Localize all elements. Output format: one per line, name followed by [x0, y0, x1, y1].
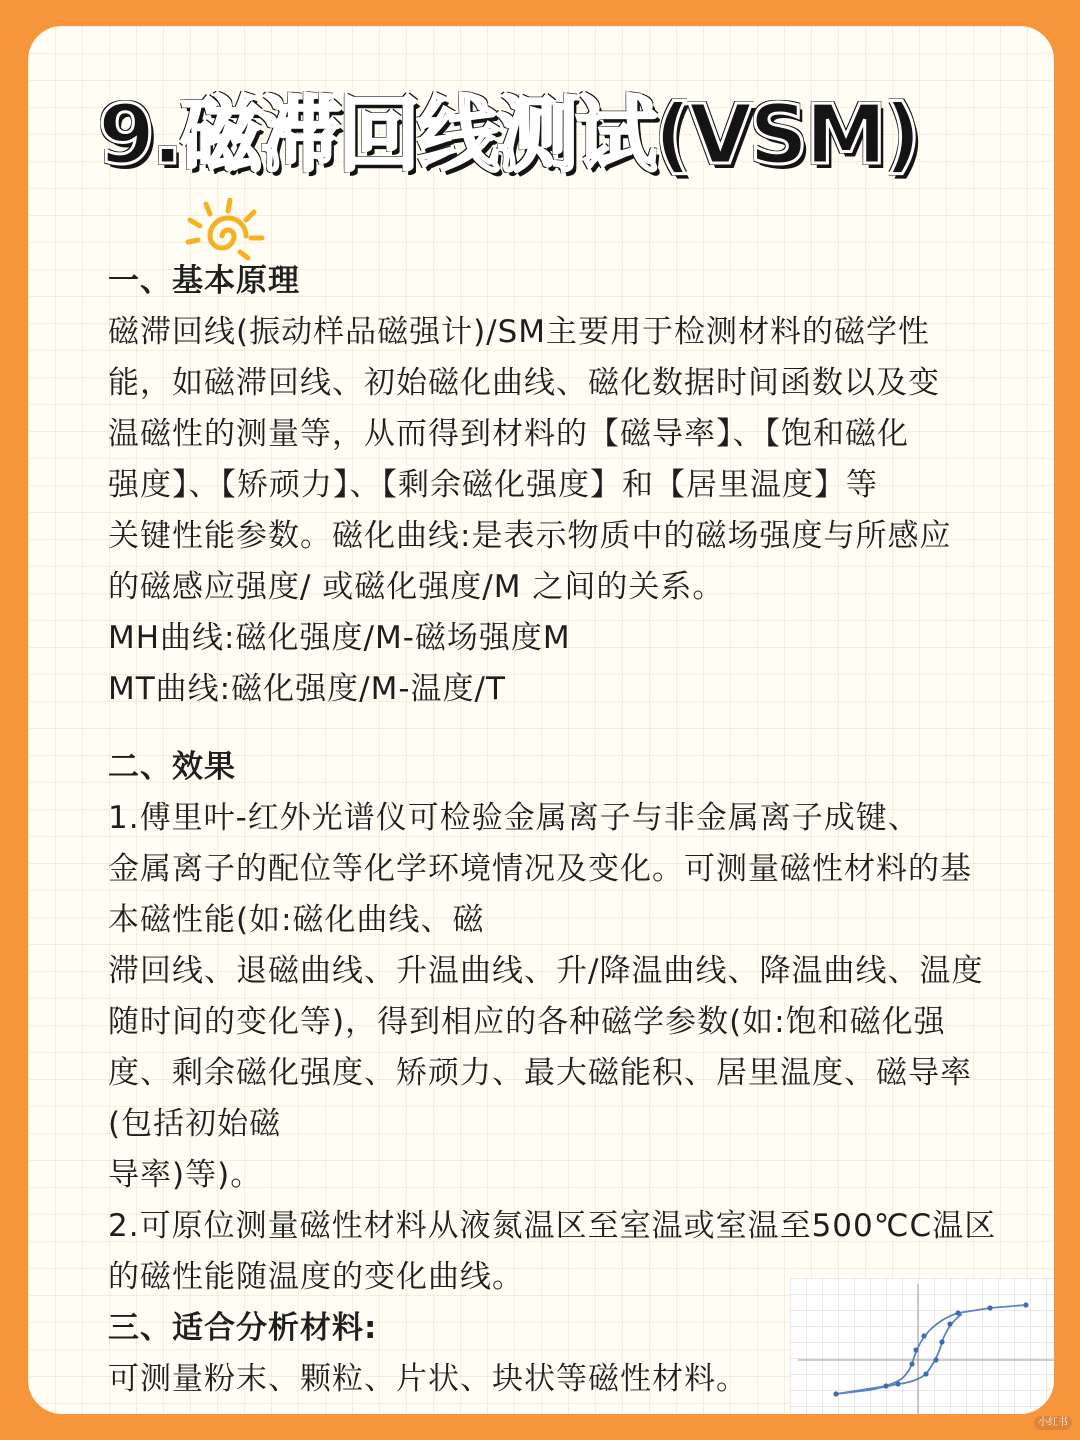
data-point	[923, 1371, 928, 1376]
section-heading-principle: 一、基本原理	[108, 263, 300, 299]
paragraph-line: 的磁性能随温度的变化曲线。	[108, 1259, 524, 1295]
paragraph-line: 随时间的变化等)，得到相应的各种磁学参数(如:饱和磁化强	[108, 1004, 946, 1040]
data-point	[1023, 1302, 1028, 1307]
page-title: 9.磁滞回线测试(VSM)	[98, 88, 919, 183]
paragraph-line: 导率)等)。	[108, 1157, 263, 1193]
watermark: 小红书	[1034, 1416, 1072, 1430]
loop-curve-upper	[836, 1305, 1026, 1394]
section-heading-effects: 二、效果	[108, 749, 236, 785]
paragraph-line: 磁滞回线(振动样品磁强计)/SM主要用于检测材料的磁学性	[108, 314, 931, 350]
paragraph-line: 温磁性的测量等，从而得到材料的【磁导率】、【饱和磁化	[108, 416, 909, 452]
paragraph-line: 1.傅里叶-红外光谱仪可检验金属离子与非金属离子成键、	[108, 800, 920, 836]
data-point	[947, 1321, 952, 1326]
data-point	[955, 1310, 960, 1315]
data-point	[909, 1361, 914, 1366]
data-point	[895, 1381, 900, 1386]
paragraph-line: 度、剩余磁化强度、矫顽力、最大磁能积、居里温度、磁导率	[108, 1055, 972, 1091]
data-point	[883, 1383, 888, 1388]
paragraph-line: 金属离子的配位等化学环境情况及变化。可测量磁性材料的基	[108, 851, 972, 887]
data-point	[833, 1391, 838, 1396]
paragraph-line: 强度】、【矫顽力】、【剩余磁化强度】和【居里温度】等	[108, 467, 878, 503]
paragraph-line: 滞回线、退磁曲线、升温曲线、升/降温曲线、降温曲线、温度	[108, 953, 984, 989]
section-spacer	[108, 715, 1054, 742]
section-heading-materials: 三、适合分析材料:	[108, 1310, 378, 1346]
paragraph-line: 2.可原位测量磁性材料从液氮温区至室温或室温至500℃C温区	[108, 1208, 997, 1244]
paragraph-line: MT曲线:磁化强度/M-温度/T	[108, 671, 506, 707]
paragraph-line: 关键性能参数。磁化曲线:是表示物质中的磁场强度与所感应	[108, 518, 952, 554]
paragraph-line: MH曲线:磁化强度/M-磁场强度M	[108, 620, 571, 656]
paragraph-line: 的磁感应强度/ 或磁化强度/M 之间的关系。	[108, 569, 725, 605]
paragraph-line: 能，如磁滞回线、初始磁化曲线、磁化数据时间函数以及变	[108, 365, 940, 401]
paragraph-line: 本磁性能(如:磁化曲线、磁	[108, 902, 485, 938]
paragraph-line: 可测量粉末、颗粒、片状、块状等磁性材料。	[108, 1361, 748, 1397]
hysteresis-loop-graph	[790, 1278, 1054, 1414]
content-card	[28, 26, 1054, 1414]
paragraph-line: (包括初始磁	[108, 1106, 282, 1142]
data-point	[987, 1305, 992, 1310]
data-point	[933, 1357, 938, 1362]
article-body	[108, 256, 1054, 1405]
data-point	[921, 1333, 926, 1338]
data-point	[913, 1347, 918, 1352]
data-point	[939, 1339, 944, 1344]
